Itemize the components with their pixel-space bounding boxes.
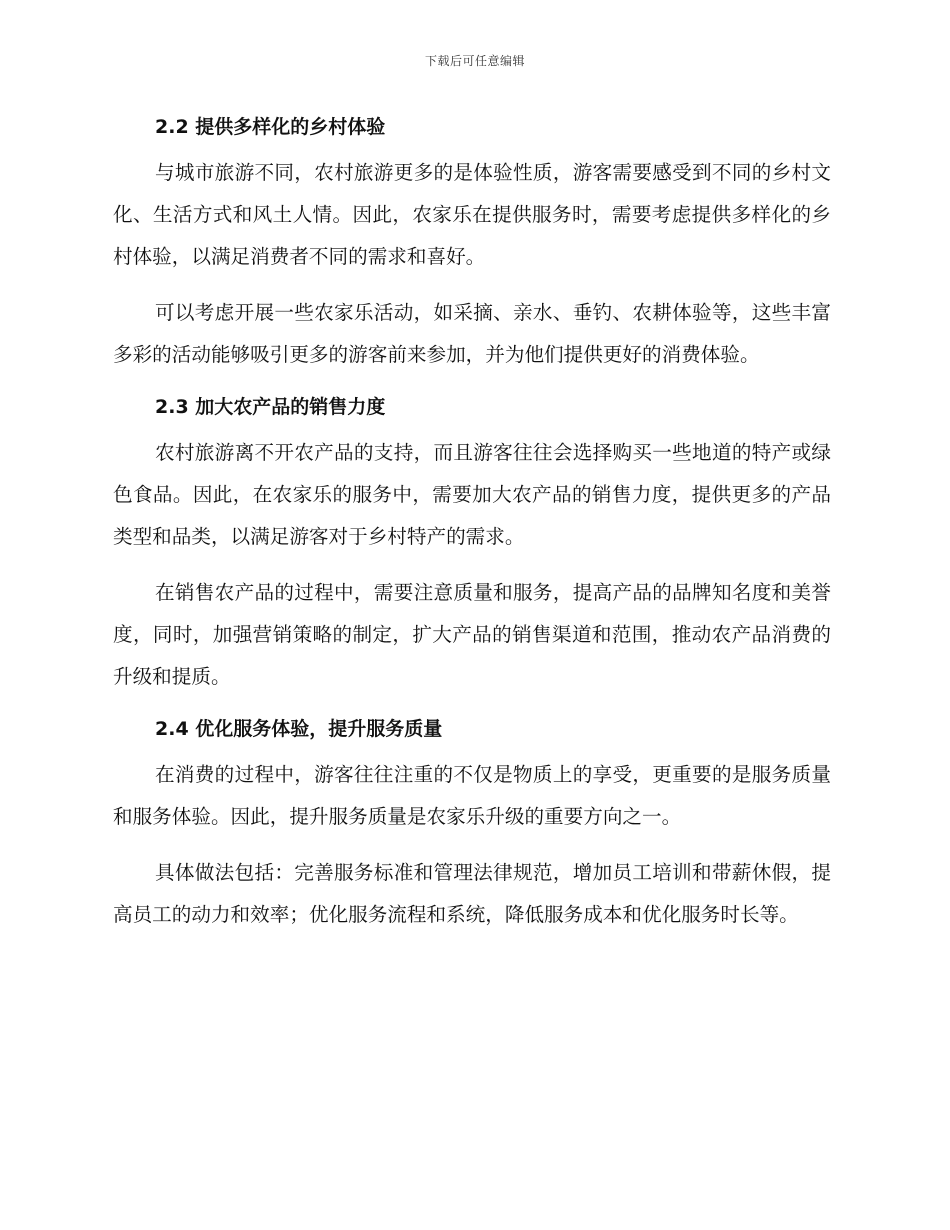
section-heading: 2.4 优化服务体验，提升服务质量 [155,718,443,740]
page-header: 下载后可任意编辑 [424,54,525,68]
section-2-2 [113,110,831,376]
paragraph: 具体做法包括：完善服务标准和管理法律规范，增加员工培训和带薪休假，提高员工的动力和效率；优化服务流程和系统，降低服务成本和优化服务时长等。 [113,861,831,926]
section-2-4 [113,712,831,936]
section-heading: 2.2 提供多样化的乡村体验 [155,116,386,138]
paragraph: 可以考虑开展一些农家乐活动，如采摘、亲水、垂钓、农耕体验等，这些丰富多彩的活动能够吸引更多的游客前来参加，并为他们提供更好的消费体验。 [113,301,831,366]
paragraph: 与城市旅游不同，农村旅游更多的是体验性质，游客需要感受到不同的乡村文化、生活方式和风土人情。因此，农家乐在提供服务时，需要考虑提供多样化的乡村体验，以满足消费者不同的需求和喜好。 [113,161,831,268]
document-body [113,110,831,950]
section-heading: 2.3 加大农产品的销售力度 [155,396,386,418]
section-2-3 [113,390,831,698]
paragraph: 在消费的过程中，游客往往注重的不仅是物质上的享受，更重要的是服务质量和服务体验。因此，提升服务质量是农家乐升级的重要方向之一。 [113,763,831,828]
paragraph: 农村旅游离不开农产品的支持，而且游客往往会选择购买一些地道的特产或绿色食品。因此，在农家乐的服务中，需要加大农产品的销售力度，提供更多的产品类型和品类，以满足游客对于乡村特产的需求。 [113,441,831,548]
paragraph: 在销售农产品的过程中，需要注意质量和服务，提高产品的品牌知名度和美誉度，同时，加强营销策略的制定，扩大产品的销售渠道和范围，推动农产品消费的升级和提质。 [113,581,831,688]
